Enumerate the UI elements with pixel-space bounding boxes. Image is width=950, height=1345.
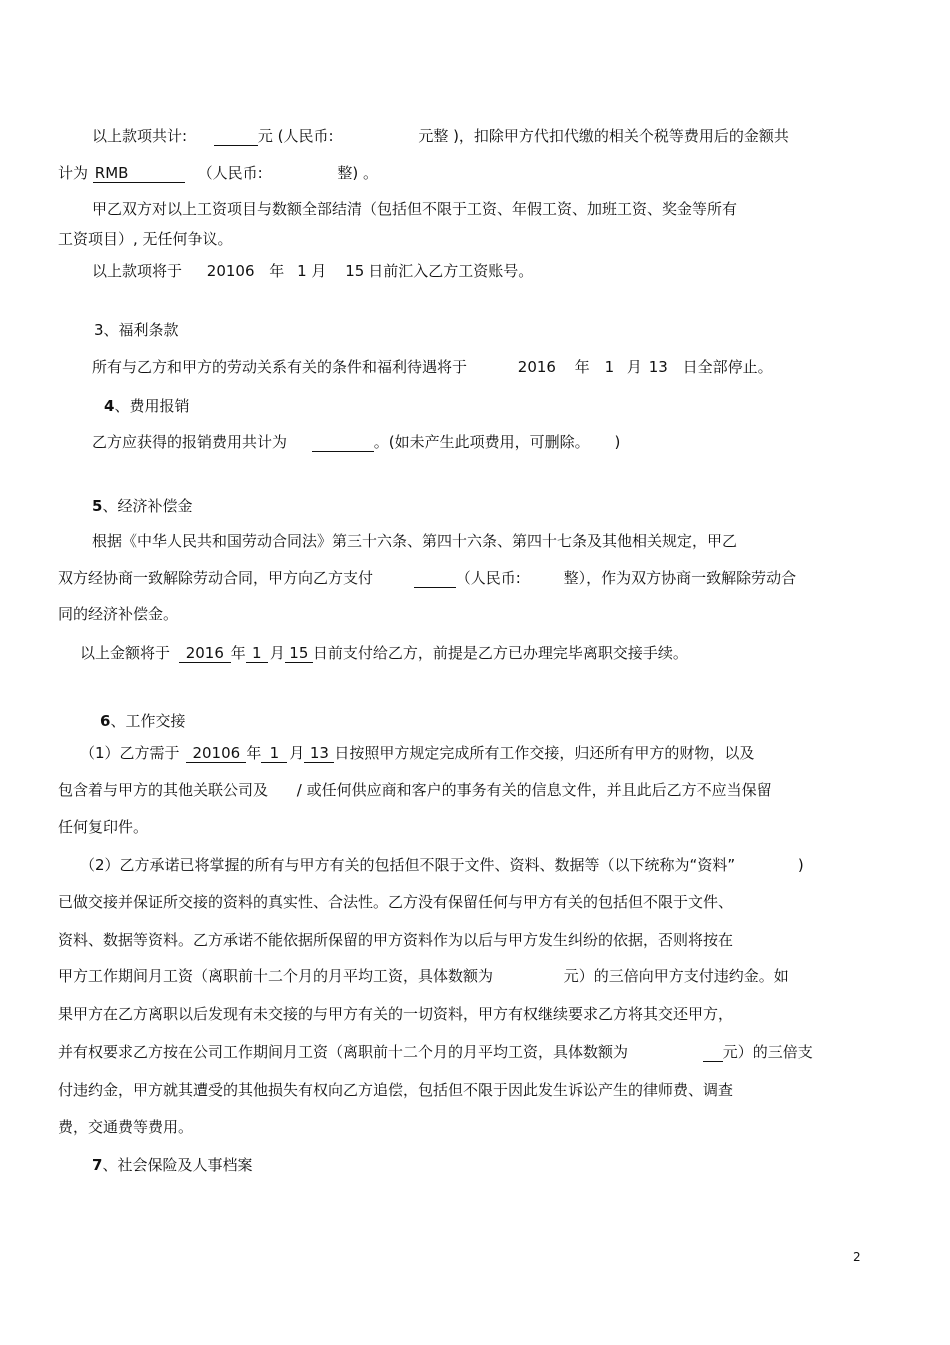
year-value: 2016 xyxy=(517,358,556,376)
text: ) xyxy=(614,433,621,451)
section-title: 、经济补偿金 xyxy=(102,497,193,515)
text: ) xyxy=(797,856,804,874)
handover-item-2-line-8: 费，交通费等费用。 xyxy=(58,1118,194,1136)
month-value: 1 xyxy=(604,358,615,376)
text: 元整 )，扣除甲方代扣代缴的相关个税等费用后的金额共 xyxy=(418,127,789,145)
section-5-heading xyxy=(92,496,192,516)
year-value: 2016 xyxy=(179,644,231,663)
handover-item-2-line-5: 果甲方在乙方离职以后发现有未交接的与甲方有关的一切资料，甲方有权继续要求乙方将其交还甲方， xyxy=(58,1005,734,1023)
handover-item-2-line-6 xyxy=(58,1042,813,1062)
text: 以上款项共计: xyxy=(92,127,188,145)
section-6-heading xyxy=(100,711,185,731)
payment-total-line xyxy=(92,126,789,146)
compensation-date-line xyxy=(80,643,688,663)
text: 双方经协商一致解除劳动合同，甲方向乙方支付 xyxy=(58,569,374,587)
handover-item-1 xyxy=(80,743,754,763)
text: 元 (人民币: xyxy=(257,127,334,145)
page-number: 2 xyxy=(853,1250,861,1264)
expense-line xyxy=(92,432,620,452)
text: 乙方应获得的报销费用共计为 xyxy=(92,433,288,451)
text: （1）乙方需于 xyxy=(80,744,180,762)
section-title: 、工作交接 xyxy=(110,712,186,730)
section-number: 4 xyxy=(104,397,115,415)
month-value: 1 xyxy=(261,744,287,763)
text: 日全部停止。 xyxy=(682,358,773,376)
text: 包含着与甲方的其他关联公司及 xyxy=(58,781,269,799)
section-title: 、社会保险及人事档案 xyxy=(102,1156,253,1174)
text: 整) 。 xyxy=(337,164,379,182)
compensation-p3: 同的经济补偿金。 xyxy=(58,605,179,623)
text: 以上款项将于 xyxy=(92,262,183,280)
day-value: 15 xyxy=(345,262,365,280)
handover-item-2-line-3: 资料、数据等资料。乙方承诺不能依据所保留的甲方资料作为以后与甲方发生纠纷的依据，否则将按在 xyxy=(58,931,734,949)
month-value: 1 月 xyxy=(297,262,327,280)
settlement-line-2: 工资项目）, 无任何争议。 xyxy=(58,230,233,248)
text: 年 xyxy=(574,358,590,376)
section-number: 5 xyxy=(92,497,103,515)
day-value: 15 xyxy=(285,644,313,663)
text: 元）的三倍支 xyxy=(722,1043,813,1061)
text: 元）的三倍向甲方支付违约金。如 xyxy=(563,967,789,985)
month-value: 1 xyxy=(246,644,268,663)
handover-item-1-line-3: 任何复印件。 xyxy=(58,818,149,836)
compensation-p2 xyxy=(58,568,796,588)
payment-net-line xyxy=(58,163,378,183)
blank-amount xyxy=(214,127,258,146)
year-value: 20106 xyxy=(206,262,255,280)
text: 月 xyxy=(289,744,305,762)
text: 所有与乙方和甲方的劳动关系有关的条件和福利待遇将于 xyxy=(92,358,468,376)
text: 整），作为双方协商一致解除劳动合 xyxy=(563,569,797,587)
text: 年 xyxy=(269,262,285,280)
section-4-heading xyxy=(104,396,189,416)
handover-item-1-line-2 xyxy=(58,780,772,800)
section-7-heading xyxy=(92,1155,252,1175)
section-number: 6 xyxy=(100,712,111,730)
text: 以上金额将于 xyxy=(80,644,171,662)
text: 。(如未产生此项费用，可删除。 xyxy=(373,433,590,451)
text: 甲方工作期间月工资（离职前十二个月的月平均工资，具体数额为 xyxy=(58,967,494,985)
blank-expense xyxy=(312,433,374,452)
text: 月 xyxy=(626,358,642,376)
text: （人民币: xyxy=(197,164,263,182)
text: （2）乙方承诺已将掌握的所有与甲方有关的包括但不限于文件、资料、数据等（以下统称为“资料” xyxy=(80,856,736,874)
text: 日前支付给乙方，前提是乙方已办理完毕离职交接手续。 xyxy=(312,644,688,662)
text: 计为 xyxy=(58,164,89,182)
text: 日按照甲方规定完成所有工作交接，归还所有甲方的财物，以及 xyxy=(334,744,755,762)
rmb-amount: RMB xyxy=(93,164,185,183)
text: 月 xyxy=(269,644,285,662)
section-number: 7 xyxy=(92,1156,103,1174)
handover-item-2 xyxy=(80,855,804,875)
text: 年 xyxy=(246,744,262,762)
text: 日前汇入乙方工资账号。 xyxy=(368,262,534,280)
year-value: 20106 xyxy=(186,744,246,763)
handover-item-2-line-2: 已做交接并保证所交接的资料的真实性、合法性。乙方没有保留任何与甲方有关的包括但不限于文件、 xyxy=(58,893,734,911)
payment-date-line xyxy=(92,261,533,281)
settlement-line: 甲乙双方对以上工资项目与数额全部结清（包括但不限于工资、年假工资、加班工资、奖金等所有 xyxy=(92,200,738,218)
text: / 或任何供应商和客户的事务有关的信息文件，并且此后乙方不应当保留 xyxy=(296,781,772,799)
blank-compensation xyxy=(414,569,456,588)
text: （人民币: xyxy=(455,569,521,587)
handover-item-2-line-4 xyxy=(58,966,789,986)
welfare-line xyxy=(92,357,773,377)
handover-item-2-line-7: 付违约金，甲方就其遭受的其他损失有权向乙方追偿，包括但不限于因此发生诉讼产生的律师费、调查 xyxy=(58,1081,734,1099)
day-value: 13 xyxy=(648,358,668,376)
section-3-heading: 3、福利条款 xyxy=(94,321,179,339)
blank-salary xyxy=(703,1043,723,1062)
section-title: 、费用报销 xyxy=(114,397,190,415)
compensation-p1: 根据《中华人民共和国劳动合同法》第三十六条、第四十六条、第四十七条及其他相关规定，甲乙 xyxy=(92,532,738,550)
day-value: 13 xyxy=(304,744,334,763)
text: 并有权要求乙方按在公司工作期间月工资（离职前十二个月的月平均工资，具体数额为 xyxy=(58,1043,629,1061)
text: 年 xyxy=(230,644,246,662)
